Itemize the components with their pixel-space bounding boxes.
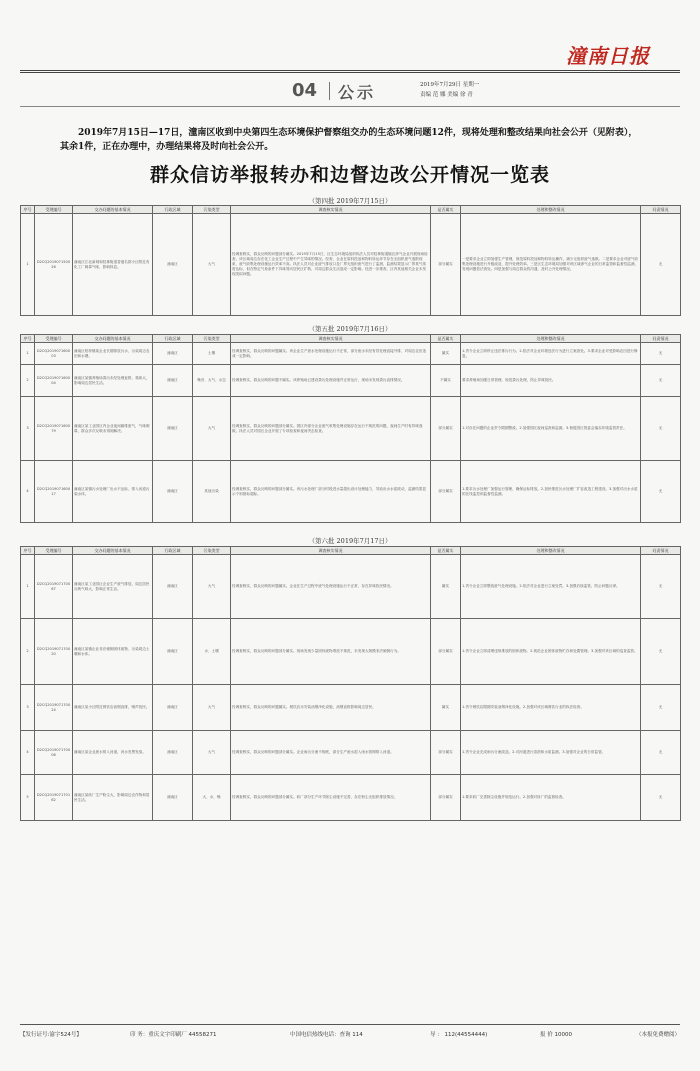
table-row [21,365,681,397]
issue-description: 潼南区某工业园区企业生产废气排放，周边居民反映气味大，影响正常生活。 [73,555,153,619]
column-header: 污染类型 [193,335,231,343]
column-header: 是否属实 [431,335,461,343]
region: 潼南区 [153,214,193,316]
case-id: D2CQ201907170006 [35,731,73,775]
accountability: 无 [641,343,681,365]
pollution-type: 大气 [193,397,231,461]
handling: 1.责令餐饮店限期安装油烟净化设施。2.加强对该区域餐饮行业的执法检查。 [461,685,641,731]
case-id: D2CQ201907170067 [35,555,73,619]
investigation: 经调查核实，群众反映的问题部分属实。砖厂部分生产环节除尘设施不完善，存在粉尘无组织排放情况。 [231,775,431,821]
case-id: D2CQ201907160079 [35,397,73,461]
pollution-type: 大气 [193,731,231,775]
region: 潼南区 [153,343,193,365]
issue-description: 潼南区某镇企业非法倾倒固体废物，污染周边土壤和水体。 [73,619,153,685]
case-id: D2CQ201907160017 [35,461,73,523]
intro-paragraph: 2019年7月15日—17日，潼南区收到中央第四生态环境保护督察组交办的生态环境问题12件，现将处理和整改结果向社会公开（见附表），其余1件，正在办理中，办理结果将及时向社会公开。 [60,128,638,152]
row-number: 3 [21,397,35,461]
row-number: 2 [21,365,35,397]
investigation: 经调查核实，群众反映的问题部分属实。现场发现少量固体废物堆放不规范，未发现大规模非法倾倒行为。 [231,619,431,685]
section-name: 公示 [338,83,377,102]
table-row [21,619,681,685]
row-number: 1 [21,343,35,365]
handling: 1.要求污水处理厂加强运行管理，确保达标排放。2.加快推进污水处理厂扩容改造工程建设。3.加强对出水水质的在线监控和监督性监测。 [461,461,641,523]
table-row [21,775,681,821]
accountability: 无 [641,365,681,397]
verified-status: 属实 [431,343,461,365]
column-header: 问责情况 [641,547,681,555]
investigation: 经调查核实，群众反映的问题部分属实。园区内部分企业废气收集处理设施存在运行不规范的问题，夜间生产时有异味逸散。执法人员对园区企业开展了专项检查和夜间突击检查。 [231,397,431,461]
investigation: 经调查核实，群众反映的问题部分属实。该污水处理厂部分时段进水量超出设计处理能力，导致出水水质波动，监测结果显示个别指标超标。 [231,461,431,523]
section-header [20,76,680,104]
column-header: 交办问题的基本情况 [73,547,153,555]
verified-status: 部分属实 [431,619,461,685]
column-header: 交办问题的基本情况 [73,206,153,214]
column-header: 是否属实 [431,547,461,555]
column-header: 行政区域 [153,547,193,555]
footer-hotline: 中国电信热线电话：查询 114 [290,1032,363,1038]
investigation: 经调查核实，群众反映的问题属实。企业在生产过程中废气处理设施运行不正常，存在异味扰民情况。 [231,555,431,619]
column-header: 污染类型 [193,547,231,555]
footer-license: 【发行证号:渝字524号】 [20,1032,82,1038]
issue-description: 潼南区某小区附近餐饮店油烟直排，噪声扰民。 [73,685,153,731]
issue-description: 潼南区某镇污水处理厂出水不达标，排入河道污染水体。 [73,461,153,523]
region: 潼南区 [153,365,193,397]
table-row [21,461,681,523]
table-row [21,397,681,461]
column-header: 处理和整改情况 [461,335,641,343]
batch-label: （第六批 2019年7月17日） [308,537,392,545]
case-id: D2CQ201907160004 [35,365,73,397]
column-header: 调查核实情况 [231,206,431,214]
issue-date: 2019年7月29日 星期一 [420,82,480,88]
newspaper-logo: 潼南日报 [566,44,650,68]
region: 潼南区 [153,775,193,821]
row-number: 2 [21,619,35,685]
batch-4-table [20,205,681,316]
column-header: 行政区域 [153,206,193,214]
region: 潼南区 [153,397,193,461]
pollution-type: 大气 [193,685,231,731]
handling: 1.责令企业立即停止违法排污行为。2.依法对企业环境违法行为进行立案查处。3.要求企业对受影响农田进行修复。 [461,343,641,365]
verified-status: 部分属实 [431,461,461,523]
column-header: 序号 [21,206,35,214]
column-header: 行政区域 [153,335,193,343]
masthead [0,0,700,70]
column-header: 污染类型 [193,206,231,214]
footer-rule [20,1024,680,1025]
column-header: 交办问题的基本情况 [73,335,153,343]
issue-description: 潼南区柏梓镇某企业长期排放污水，污染周边农田和水塘。 [73,343,153,365]
issue-description: 潼南区某镇养殖场粪污未经处理直排，臭味大，影响周边居民生活。 [73,365,153,397]
investigation: 经调查核实，群众反映的问题部分属实。2019年7月15日，区生态环境局组织执法人员对桂林街道辖区涉气企业开展现场检查，该区域周边存在化工企业生产过程中产生异味的情况。经查，企业在原料投加和物料转运环节存在无组织废气逸散现象，废气收集处理设施运行效率不高。执法人员对企业废气排放口及厂界无组织废气进行了监测，监测结果显示厂界臭气浓度达标，但在特定气象条件下异味易向居民区扩散，对周边群众生活造成一定影响。经进一步排查，区内其他相关企业未发现类似问题。 [231,214,431,316]
verified-status: 属实 [431,685,461,731]
region: 潼南区 [153,461,193,523]
section-rule [20,106,680,107]
handling: 1.责令企业立即整改废气处理设施。2.依法对企业进行立案处罚。3.加强后续监管，防止问题反弹。 [461,555,641,619]
accountability: 无 [641,397,681,461]
region: 潼南区 [153,685,193,731]
issue-description: 潼南区某砖厂生产粉尘大，影响周边农作物和居民生活。 [73,775,153,821]
footer-price: 报 价 10000 [540,1032,572,1038]
pollution-type: 噪音、大气、水态 [193,365,231,397]
region: 潼南区 [153,731,193,775]
investigation: 经调查核实，群众反映的问题属实。该企业生产废水处理设施运行不正常，部分废水未经有效处理直接外排，对周边农田造成一定影响。 [231,343,431,365]
table-header-row [21,335,681,343]
handling: 1.责令企业立即清理违规堆放的固体废物。2.规范企业固体废物贮存和处置管理。3.加强对该区域的巡查监管。 [461,619,641,685]
handling: 1.要求砖厂完善除尘设施并规范运行。2.加强对砖厂的监督检查。 [461,775,641,821]
batch-5-table [20,334,681,523]
table-row [21,343,681,365]
case-id: D2CQ201907170162 [35,775,73,821]
column-header: 序号 [21,335,35,343]
handling: 1.责令企业完成雨污分流改造。2.对河道进行清淤和水质监测。3.加强对企业的日常监管。 [461,731,641,775]
case-id: D2CQ201907150026 [35,214,73,316]
issue-description: 潼南区某工业园区内企业夜间偷排废气，气味刺鼻，群众多次反映未得到解决。 [73,397,153,461]
accountability: 无 [641,461,681,523]
handling: 一是要求企业立即加强生产管理，规范原料投加和物料转运操作，减少无组织废气逸散。二是要求企业对废气收集处理设施进行升级改造，提升处理效率。三是区生态环境局加强对该区域涉气企业的日常监管和监督性监测，发现问题依法查处。四是加强与周边群众的沟通，及时公开处理情况。 [461,214,641,316]
region: 潼南区 [153,619,193,685]
editor-credits: 责编 范 娜 美编 徐 青 [420,92,473,98]
table-row [21,555,681,619]
accountability: 无 [641,619,681,685]
page-title: 群众信访举报转办和边督边改公开情况一览表 [149,164,550,186]
verified-status: 部分属实 [431,397,461,461]
investigation: 经调查核实，群众反映的问题属实。餐饮店未安装油烟净化设施，油烟直排影响周边居民。 [231,685,431,731]
case-id: D2CQ201907170020 [35,619,73,685]
issue-description: 潼南区江北新城和桂林街道香港名郡小区附近有化工厂刺鼻气味，影响休息。 [73,214,153,316]
accountability: 无 [641,555,681,619]
region: 潼南区 [153,555,193,619]
batch-label: （第五批 2019年7月16日） [308,325,392,333]
table-row [21,731,681,775]
table-row [21,214,681,316]
column-header: 受理编号 [35,547,73,555]
column-header: 是否属实 [431,206,461,214]
table-row [21,685,681,731]
verified-status: 属实 [431,555,461,619]
row-number: 4 [21,731,35,775]
column-header: 序号 [21,547,35,555]
handling: 要求养殖场加强日常管理，规范粪污处理，防止异味扰民。 [461,365,641,397]
table-header-row [21,547,681,555]
accountability: 无 [641,731,681,775]
issue-description: 潼南区某企业废水排入河道，河水发黑发臭。 [73,731,153,775]
row-number: 1 [21,214,35,316]
row-number: 1 [21,555,35,619]
column-header: 问责情况 [641,335,681,343]
footer-printer: 印 务：重庆文宇印刷厂 44558271 [130,1032,217,1038]
column-header: 受理编号 [35,206,73,214]
table-header-row [21,206,681,214]
case-id: D2CQ201907170024 [35,685,73,731]
footer-note: （本报免费赠阅） [635,1032,680,1038]
verified-status: 部分属实 [431,214,461,316]
batch-label: （第四批 2019年7月15日） [308,197,392,205]
column-header: 问责情况 [641,206,681,214]
pollution-type: 水、土壤 [193,619,231,685]
verified-status: 部分属实 [431,731,461,775]
pollution-type: 其他污染 [193,461,231,523]
pollution-type: 大、水、噪 [193,775,231,821]
row-number: 3 [21,685,35,731]
pollution-type: 土壤 [193,343,231,365]
masthead-rule-top [20,70,680,71]
accountability: 无 [641,214,681,316]
accountability: 无 [641,685,681,731]
case-id: D2CQ201907160003 [35,343,73,365]
masthead-rule-bottom [20,72,680,73]
row-number: 5 [21,775,35,821]
column-header: 处理和整改情况 [461,206,641,214]
handling: 1.对存在问题的企业责令限期整改。2.加强园区夜间巡查和监测。3.督促园区管委会落实环境监管责任。 [461,397,641,461]
accountability: 无 [641,775,681,821]
verified-status: 部分属实 [431,775,461,821]
pollution-type: 大气 [193,214,231,316]
column-header: 处理和整改情况 [461,547,641,555]
column-header: 调查核实情况 [231,335,431,343]
verified-status: 不属实 [431,365,461,397]
page-number: 04 [292,80,318,101]
batch-6-table [20,546,681,821]
column-header: 调查核实情况 [231,547,431,555]
section-divider [329,82,330,100]
pollution-type: 大气 [193,555,231,619]
investigation: 经调查核实，群众反映的问题不属实。该养殖场已建设粪污处理设施并正常运行，现场未发现粪污直排情况。 [231,365,431,397]
column-header: 受理编号 [35,335,73,343]
investigation: 经调查核实，群众反映的问题部分属实。企业雨污分流不彻底，部分生产废水混入雨水管网排入河道。 [231,731,431,775]
row-number: 4 [21,461,35,523]
footer-promo: 导 ： 112(44554444) [430,1032,488,1038]
